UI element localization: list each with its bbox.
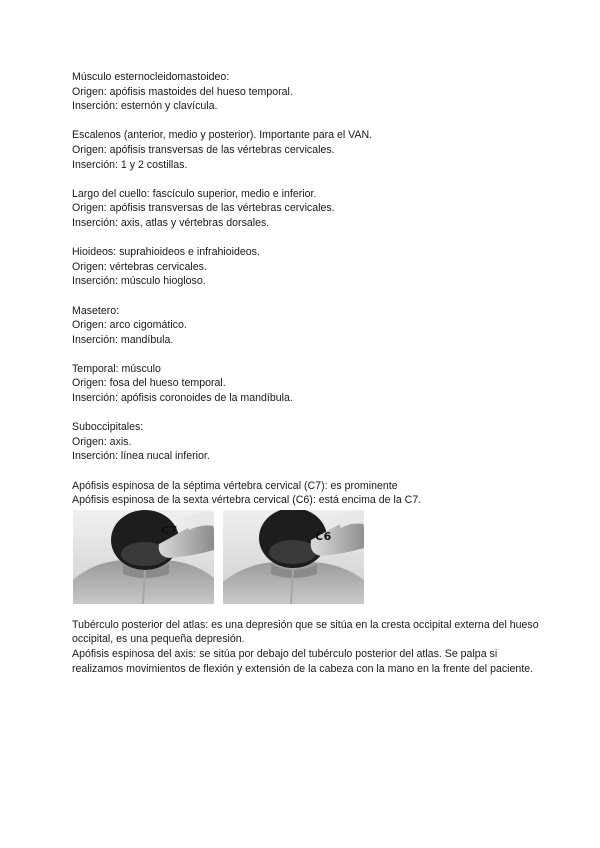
c7-marker-label: C7 (161, 523, 178, 537)
section-insertion: Inserción: músculo hiogloso. (72, 275, 206, 288)
section-origin: Origen: apófisis mastoides del hueso temporal. (72, 85, 293, 98)
atlas-posterior-tubercle-note: Tubérculo posterior del atlas: es una depresión que se sitúa en la cresta occipital externa del hueso occipital, es una pequeña depresión. (72, 618, 539, 646)
section-insertion: Inserción: mandíbula. (72, 333, 174, 346)
document-body (72, 70, 542, 676)
c6-marker-label: C6 (315, 529, 332, 543)
section-temporal (72, 362, 542, 406)
palpation-photos (73, 510, 542, 604)
section-insertion: Inserción: línea nucal inferior. (72, 450, 210, 463)
photo-c7-image (73, 510, 214, 604)
photo-c7-palpation (73, 510, 214, 604)
section-escalenos (72, 128, 542, 172)
photo-c6-image (223, 510, 364, 604)
section-origin: Origen: arco cigomático. (72, 319, 187, 332)
axis-spinous-process-note: Apófisis espinosa del axis: se sitúa por debajo del tubérculo posterior del atlas. Se palpa si realizamos movimientos de flexión y extensión de la cabeza con la mano en la frente del paciente. (72, 648, 534, 675)
section-title: Temporal: músculo (72, 362, 161, 375)
c6-description: Apófisis espinosa de la sexta vértebra cervical (C6): está encima de la C7. (72, 494, 422, 507)
section-origin: Origen: fosa del hueso temporal. (72, 377, 226, 390)
section-origin: Origen: axis. (72, 435, 132, 448)
section-apofisis-espinosas (72, 479, 542, 508)
section-title: Largo del cuello: fascículo superior, medio e inferior. (72, 187, 317, 200)
section-title: Masetero: (72, 304, 120, 317)
section-title: Hioideos: suprahioideos e infrahioideos. (72, 246, 260, 259)
section-title: Suboccipitales: (72, 421, 144, 434)
section-origin: Origen: apófisis transversas de las vértebras cervicales. (72, 143, 335, 156)
photo-c6-palpation (223, 510, 364, 604)
section-insertion: Inserción: 1 y 2 costillas. (72, 158, 188, 171)
section-origin: Origen: vértebras cervicales. (72, 260, 207, 273)
section-suboccipitales (72, 420, 542, 464)
section-title: Escalenos (anterior, medio y posterior). Importante para el VAN. (72, 129, 373, 142)
section-origin: Origen: apófisis transversas de las vértebras cervicales. (72, 202, 335, 215)
section-insertion: Inserción: esternón y clavícula. (72, 100, 218, 113)
section-insertion: Inserción: apófisis coronoides de la mandíbula. (72, 392, 293, 405)
section-hioideos (72, 245, 542, 289)
c7-description: Apófisis espinosa de la séptima vértebra cervical (C7): es prominente (72, 479, 398, 492)
section-masetero (72, 304, 542, 348)
closing-notes (72, 618, 542, 676)
section-esternocleidomastoideo (72, 70, 542, 114)
section-largo-del-cuello (72, 187, 542, 231)
section-insertion: Inserción: axis, atlas y vértebras dorsales. (72, 216, 270, 229)
section-title: Músculo esternocleidomastoideo: (72, 71, 230, 83)
